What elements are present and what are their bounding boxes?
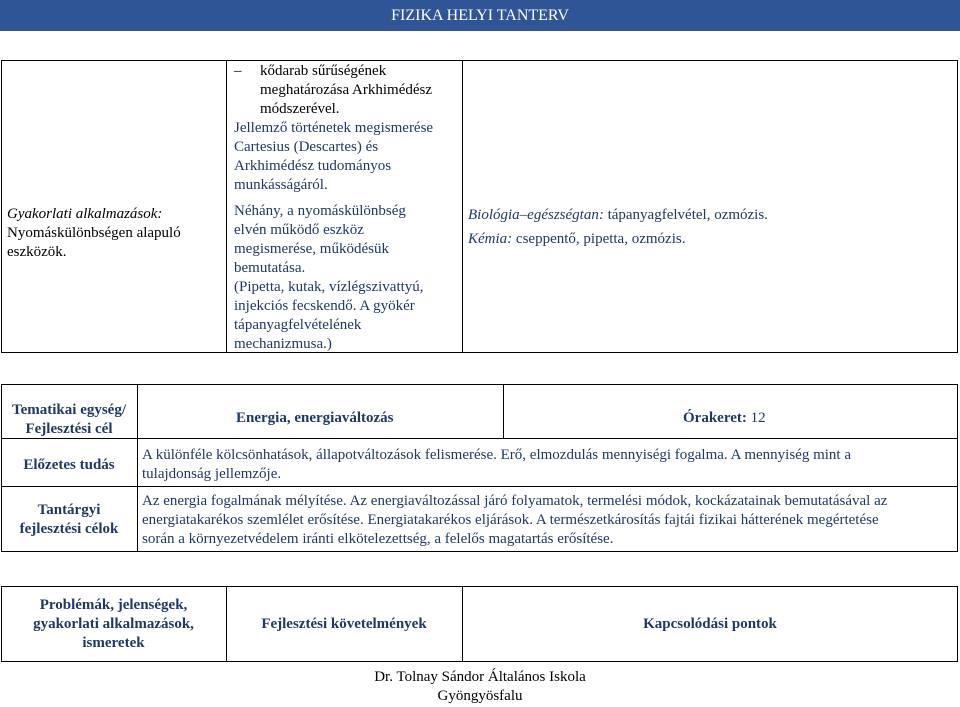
- thematic-unit-label: Tematikai egység/ Fejlesztési cél: [11, 402, 127, 437]
- requirements-column-header: Fejlesztési követelmények: [261, 616, 427, 632]
- development-goals-text: Az energia fogalmának mélyítése. Az energiaváltozással járó folyamatok, termelési módok, kockázatainak bemutatásával az energiatakarékos szemlélet erősítése. Energiatakarékos eljárások. A természetkárosítás fajtái fizikai hátterének megértetése során a környezetvédelem iránti elkötelezettség, a felelős magatartás erősítése.: [142, 493, 888, 547]
- knowledge-cell: [234, 62, 459, 354]
- bullet-item: – kődarab sűrűségének meghatározása Arkhimédész módszerével.: [234, 63, 433, 117]
- document-header: [0, 0, 960, 31]
- unit-table-row-divider-1: [1, 438, 958, 439]
- problems-column-header: Problémák, jelenségek, gyakorlati alkalmazások, ismeretek: [33, 597, 194, 651]
- connections-column-header: Kapcsolódási pontok: [643, 616, 777, 632]
- unit-table-hours-divider: [503, 384, 504, 438]
- footer-location: Gyöngyösfalu: [437, 688, 523, 704]
- top-table-divider-2: [462, 60, 463, 353]
- header-title: FIZIKA HELYI TANTERV: [391, 7, 569, 24]
- development-goals-label: Tantárgyi fejlesztési célok: [19, 502, 119, 537]
- prior-knowledge-label: Előzetes tudás: [23, 457, 115, 473]
- unit-table-row-divider-2: [1, 486, 958, 487]
- topic-title: Energia, energiaváltozás: [236, 410, 394, 426]
- practical-applications-cell: [7, 205, 222, 262]
- practical-applications-text: Nyomáskülönbségen alapuló eszközök.: [7, 225, 181, 260]
- biology-connection: Biológia–egészségtan: tápanyagfelvétel, ozmózis.: [468, 207, 768, 223]
- footer-school-name: Dr. Tolnay Sándor Általános Iskola: [374, 669, 586, 685]
- history-paragraph: Jellemző történetek megismerése Cartesius (Descartes) és Arkhimédész tudományos munkásságáról.: [234, 120, 434, 193]
- dash-bullet-icon: –: [234, 63, 242, 79]
- top-table-divider-1: [226, 60, 227, 353]
- devices-paragraph: Néhány, a nyomáskülönbség elvén működő eszköz megismerése, működésük bemutatása. (Pipetta, kutak, vízlégszivattyú, injekciós fecskendő. A gyökér tápanyagfelvételének mechanizmusa.): [234, 203, 424, 352]
- connections-cell: [468, 203, 948, 251]
- school-footer: [0, 668, 960, 706]
- prior-knowledge-text: A különféle kölcsönhatások, állapotváltozások felismerése. Erő, elmozdulás mennyiségi fogalma. A mennyiség mint a tulajdonság jellemzője.: [142, 447, 851, 482]
- hours-label: Órakeret:: [683, 410, 747, 426]
- practical-applications-label: Gyakorlati alkalmazások:: [7, 206, 163, 222]
- hours-frame: [683, 409, 766, 428]
- hours-value: 12: [750, 410, 766, 426]
- unit-table-label-divider: [137, 384, 138, 552]
- chemistry-connection: Kémia: cseppentő, pipetta, ozmózis.: [468, 231, 686, 247]
